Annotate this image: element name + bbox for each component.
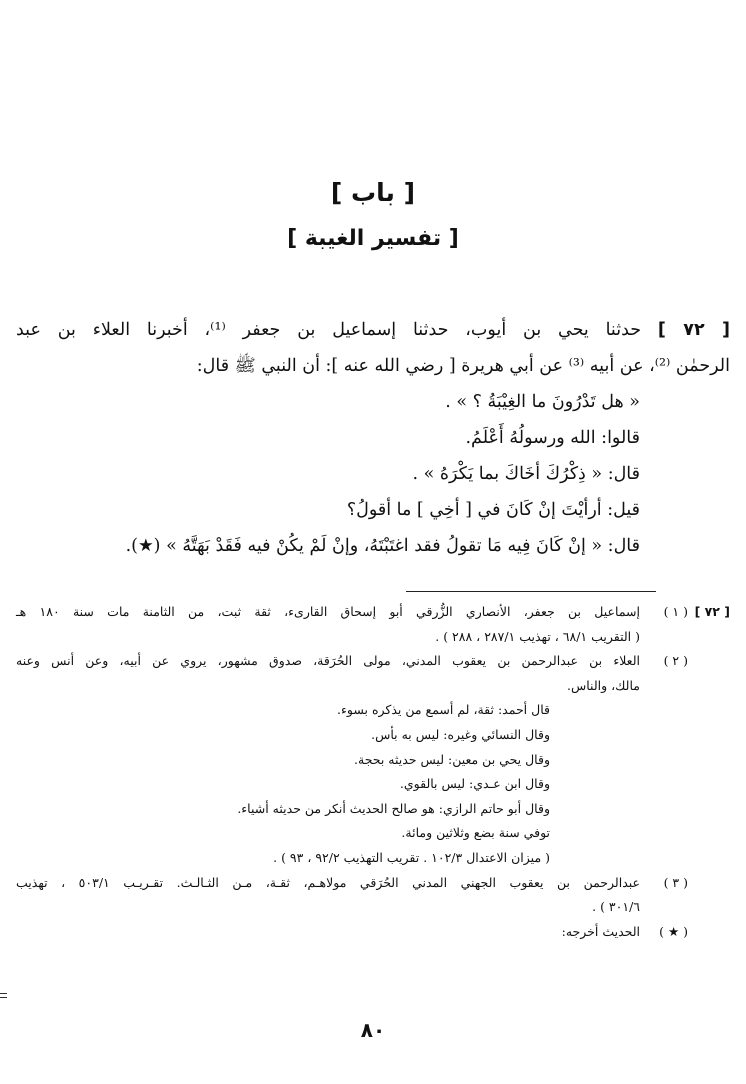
footnote-1 xyxy=(16,600,730,649)
footnote-3 xyxy=(16,871,730,920)
footnotes xyxy=(16,600,730,944)
chapter-heading: [ باب ] xyxy=(330,178,416,207)
footnote-2 xyxy=(16,649,730,870)
footnote-line: توفي سنة بضع وثلاثين ومائة. xyxy=(401,825,550,841)
footnote-line: الحديث أخرجه: xyxy=(561,923,640,939)
footnote-line: وقال أبو حاتم الرازي: هو صالح الحديث أنكر من حديثه أشياء. xyxy=(237,800,550,816)
footnote-line: العلاء بن عبدالرحمن بن يعقوب المدني، مولى الحُرَقة، صدوق مشهور، يروي عن أبيه، وعن أنس وعنه xyxy=(16,653,640,669)
hadith-line: [ ٧٢ ] حدثنا يحي بن أيوب، حدثنا إسماعيل بن جعفر ⁽¹⁾، أخبرنا العلاء بن عبد xyxy=(16,320,730,340)
footnote-marker: ( ★ ) xyxy=(659,923,688,939)
footnote-marker: ( ٣ ) xyxy=(663,874,688,890)
hadith-line: قيل: أرأيْتَ إنْ كَانَ في [ أخِي ] ما أقولُ؟ xyxy=(346,500,640,520)
hadith-line: « هل تَدْرُونَ ما الغِيْبَةُ ؟ » . xyxy=(445,392,640,412)
page-number: ٨٠ xyxy=(360,1018,386,1042)
footnote-line: قال أحمد: ثقة، لم أسمع من يذكره بسوء. xyxy=(337,702,550,718)
footnote-line: وقال النسائي وغيره: ليس به بأس. xyxy=(371,726,550,742)
footnote-line: عبدالرحمن بن يعقوب الجهني المدني الحُرَقي مولاهـم، ثقـة، مـن الثـالـث. تقـريـب ٥٠٣/١ ، تهذيب xyxy=(16,874,641,890)
footnote-line: ٣٠١/٦ ) . xyxy=(592,899,640,915)
footnote-divider xyxy=(406,591,656,592)
chapter-title: [ تفسير الغيبة ] xyxy=(287,226,459,251)
hadith-line: قالوا: الله ورسولُهُ أَعْلَمُ. xyxy=(465,428,640,448)
hadith-number: [ ٧٢ ] xyxy=(657,320,730,340)
scan-edge-mark xyxy=(0,993,7,998)
footnote-line: مالك، والناس. xyxy=(567,677,640,693)
footnote-line: وقال يحي بن معين: ليس حديثه بحجة. xyxy=(354,751,550,767)
hadith-line: الرحمٰن ⁽²⁾، عن أبيه ⁽³⁾ عن أبي هريرة [ رضي الله عنه ]: أن النبي ﷺ قال: xyxy=(196,356,730,376)
hadith-line: قال: « ذِكْرُكَ أخَاكَ بما يَكْرَهُ » . xyxy=(412,464,640,484)
hadith-line: قال: « إنْ كَانَ فِيه مَا تقولُ فقد اغتَبْتَهُ، وإنْ لَمْ يكُنْ فيه فَقَدْ بَهَتَّهُ » (★). xyxy=(125,536,640,556)
footnote-line: ( ميزان الاعتدال ١٠٢/٣ . تقريب التهذيب ٩٢/٢ ، ٩٣ ) . xyxy=(273,849,550,865)
hadith-text xyxy=(16,312,730,564)
footnote-marker: ( ١ ) xyxy=(663,604,688,619)
footnote-line: ( التقريب ٦٨/١ ، تهذيب ٢٨٧/١ ، ٢٨٨ ) . xyxy=(435,628,640,644)
footnote-line: إسماعيل بن جعفر، الأنصاري الزُّرقي أبو إسحاق القارىء، ثقة ثبت، من الثامنة مات سنة ١٨٠ هـ xyxy=(16,604,640,619)
footnote-section-label: [ ٧٢ ] xyxy=(694,604,730,619)
footnote-star xyxy=(16,920,730,945)
footnote-marker: ( ٢ ) xyxy=(663,653,688,669)
footnote-line: وقال ابن عـدي: ليس بالقوي. xyxy=(399,776,550,792)
